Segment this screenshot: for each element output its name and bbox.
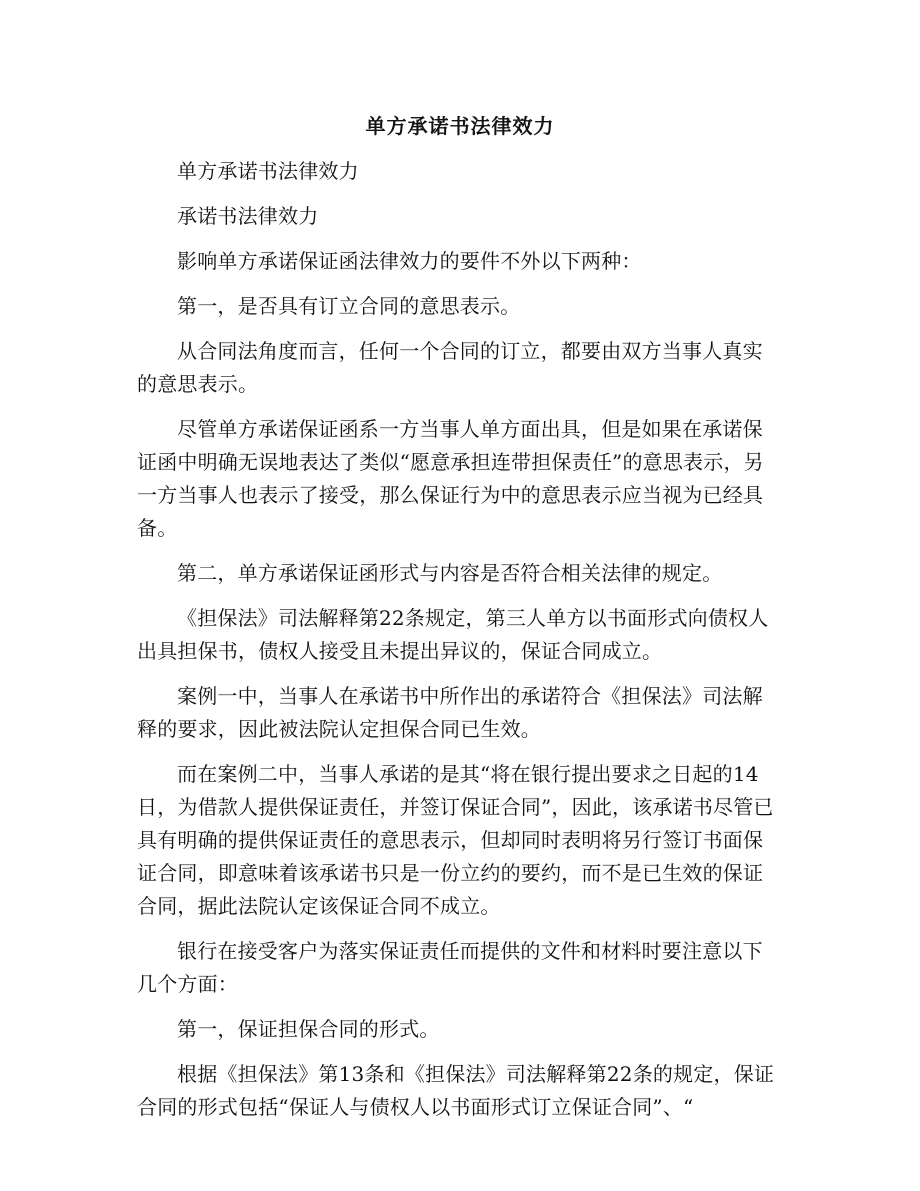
paragraph: 单方承诺书法律效力: [177, 159, 359, 183]
document-title: 单方承诺书法律效力: [365, 114, 555, 138]
paragraph: 承诺书法律效力: [177, 204, 319, 228]
paragraph: 根据《担保法》第13条和《担保法》司法解释第22条的规定，保证合同的形式包括“保证人与债权人以书面形式订立保证合同”、“: [137, 1062, 775, 1119]
paragraph: 《担保法》司法解释第22条规定，第三人单方以书面形式向债权人出具担保书，债权人接受且未提出异议的，保证合同成立。: [137, 606, 769, 663]
paragraph: 第一，保证担保合同的形式。: [177, 1017, 440, 1041]
paragraph: 第二，单方承诺保证函形式与内容是否符合相关法律的规定。: [177, 561, 723, 585]
paragraph: 案例一中，当事人在承诺书中所作出的承诺符合《担保法》司法解释的要求，因此被法院认定担保合同已生效。: [137, 684, 763, 741]
paragraph: 从合同法角度而言，任何一个合同的订立，都要由双方当事人真实的意思表示。: [137, 339, 763, 396]
paragraph: 第一，是否具有订立合同的意思表示。: [177, 294, 521, 318]
paragraph: 尽管单方承诺保证函系一方当事人单方面出具，但是如果在承诺保证函中明确无误地表达了类似“愿意承担连带担保责任”的意思表示，另一方当事人也表示了接受，那么保证行为中的意思表示应当视为已经具备。: [137, 417, 764, 540]
paragraph: 银行在接受客户为落实保证责任而提供的文件和材料时要注意以下几个方面：: [137, 939, 763, 996]
paragraph: 而在案例二中，当事人承诺的是其“将在银行提出要求之日起的14日，为借款人提供保证责任，并签订保证合同”，因此，该承诺书尽管已具有明确的提供保证责任的意思表示，但却同时表明将另行签订书面保证合同，即意味着该承诺书只是一份立约的要约，而不是已生效的保证合同，据此法院认定该保证合同不成立。: [137, 762, 774, 918]
document-body: [137, 155, 777, 1136]
paragraph: 影响单方承诺保证函法律效力的要件不外以下两种：: [177, 249, 642, 273]
